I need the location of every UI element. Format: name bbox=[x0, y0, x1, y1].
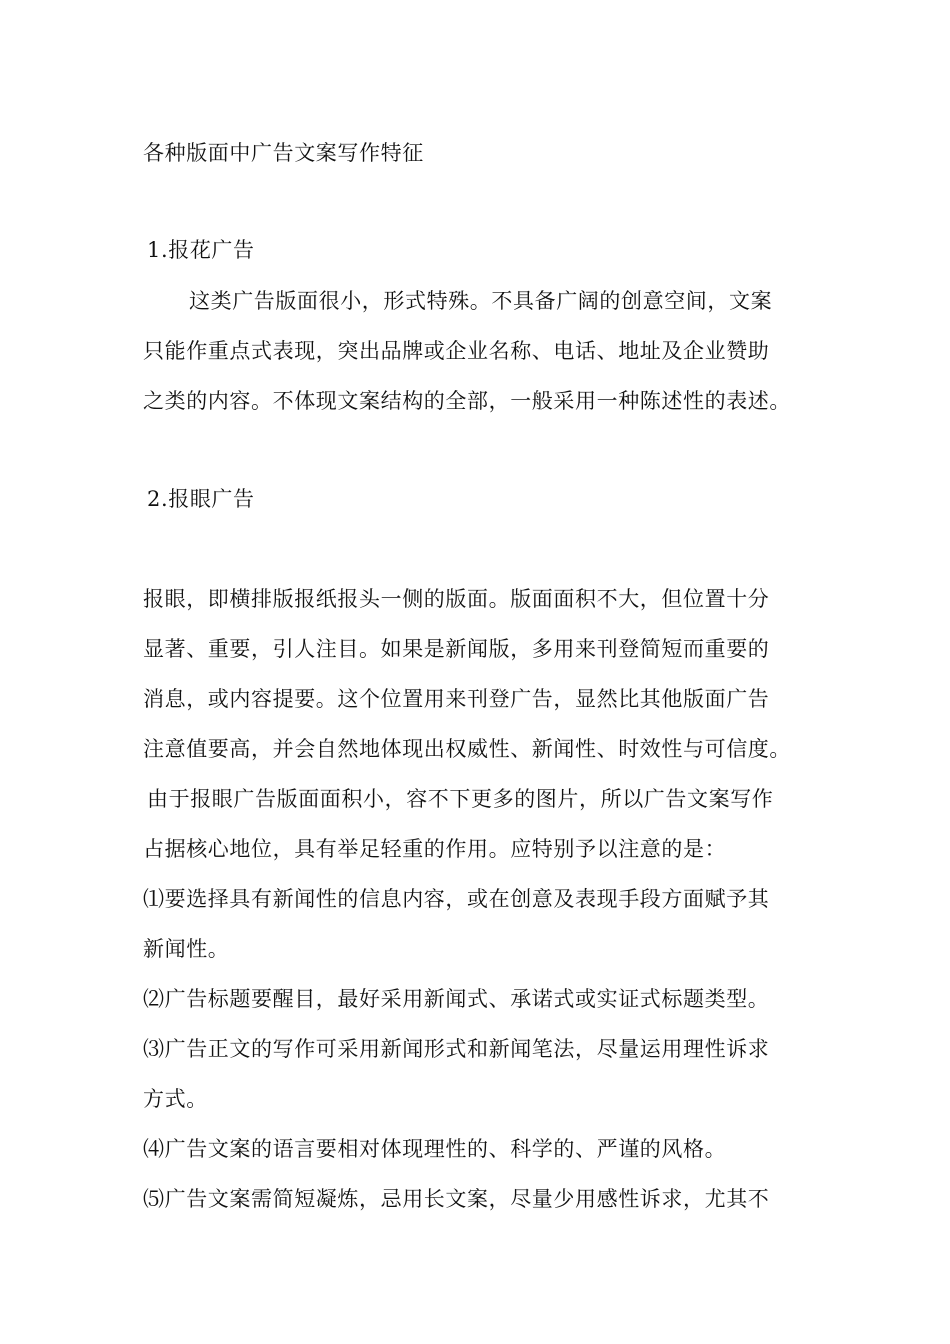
list-item: ⑵广告标题要醒目，最好采用新闻式、承诺式或实证式标题类型。 bbox=[143, 987, 770, 1011]
list-item: ⑷广告文案的语言要相对体现理性的、科学的、严谨的风格。 bbox=[143, 1137, 727, 1161]
list-item-continuation: 新闻性。 bbox=[143, 937, 230, 961]
paragraph-line: 占据核心地位，具有举足轻重的作用。应特别予以注意的是： bbox=[143, 837, 727, 861]
paragraph-line: 由于报眼广告版面面积小，容不下更多的图片，所以广告文案写作 bbox=[147, 787, 774, 811]
paragraph-line: 只能作重点式表现，突出品牌或企业名称、电话、地址及企业赞助 bbox=[143, 339, 770, 363]
paragraph-line: 消息，或内容提要。这个位置用来刊登广告，显然比其他版面广告 bbox=[143, 687, 770, 711]
list-item: ⑸广告文案需简短凝炼，忌用长文案，尽量少用感性诉求，尤其不 bbox=[143, 1187, 770, 1211]
section-heading-1: 1.报花广告 bbox=[147, 238, 255, 262]
paragraph-line: 注意值要高，并会自然地体现出权威性、新闻性、时效性与可信度。 bbox=[143, 737, 791, 761]
section-heading-2: 2.报眼广告 bbox=[147, 487, 255, 511]
paragraph-line: 报眼，即横排版报纸报头一侧的版面。版面面积不大，但位置十分 bbox=[143, 587, 770, 611]
list-item: ⑴要选择具有新闻性的信息内容，或在创意及表现手段方面赋予其 bbox=[143, 887, 770, 911]
paragraph-line: 之类的内容。不体现文案结构的全部，一般采用一种陈述性的表述。 bbox=[143, 389, 791, 413]
paragraph-line: 这类广告版面很小，形式特殊。不具备广阔的创意空间，文案 bbox=[189, 289, 773, 313]
document-title: 各种版面中广告文案写作特征 bbox=[143, 141, 424, 165]
paragraph-line: 显著、重要，引人注目。如果是新闻版，多用来刊登简短而重要的 bbox=[143, 637, 770, 661]
list-item-continuation: 方式。 bbox=[143, 1087, 208, 1111]
list-item: ⑶广告正文的写作可采用新闻形式和新闻笔法，尽量运用理性诉求 bbox=[143, 1037, 770, 1061]
